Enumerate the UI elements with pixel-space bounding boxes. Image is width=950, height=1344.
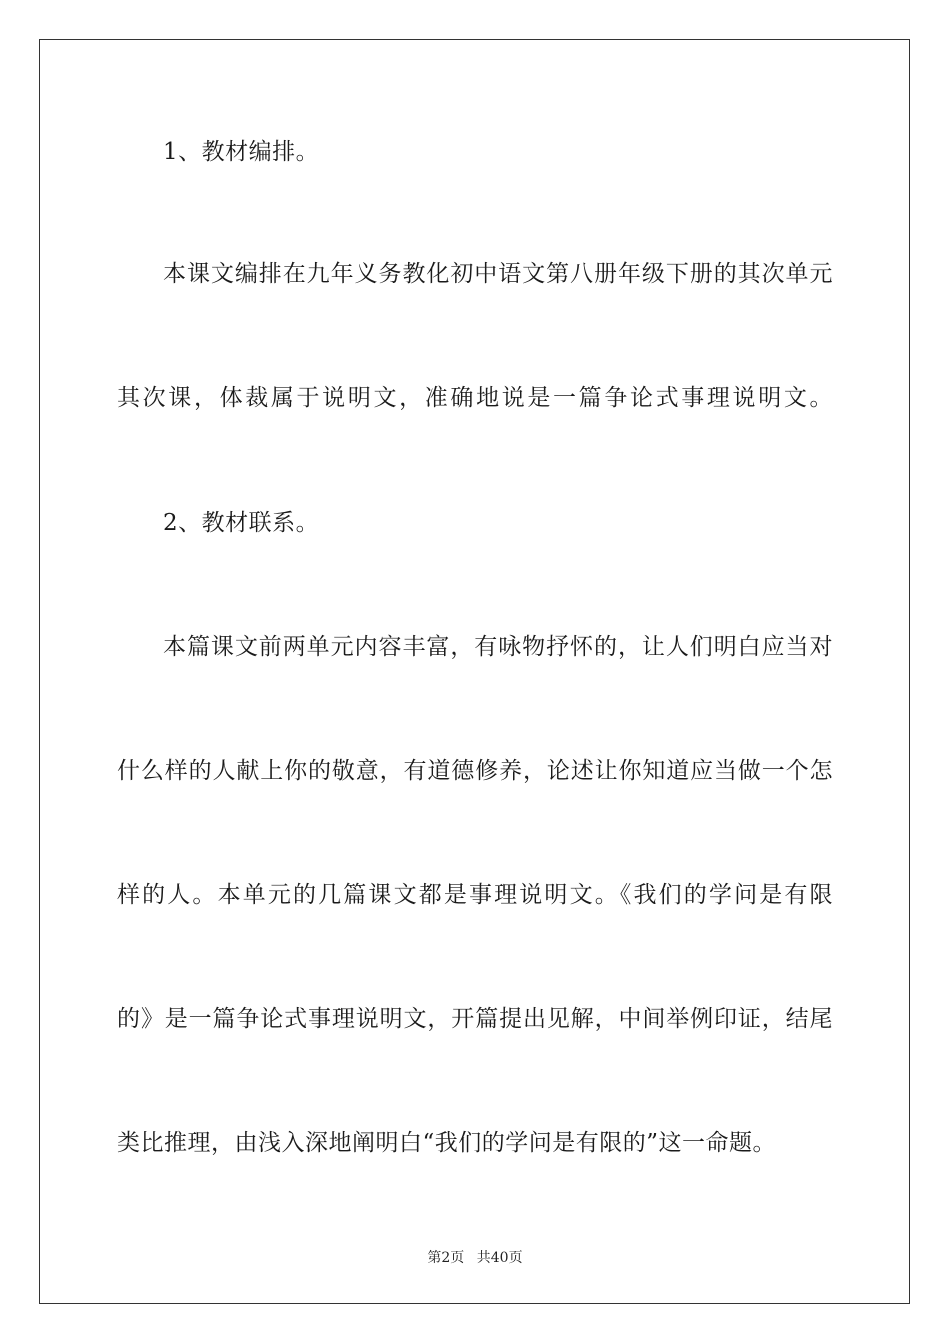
page-number: 第2页 (427, 1250, 465, 1266)
section-heading-2: 2、教材联系。 (163, 510, 320, 536)
page-footer (0, 1247, 950, 1267)
section-heading-1: 1、教材编排。 (163, 139, 320, 165)
page-border (39, 39, 910, 1304)
paragraph-line: 本课文编排在九年义务教化初中语文第八册年级下册的其次单元 (163, 261, 833, 287)
paragraph-line: 的》是一篇争论式事理说明文，开篇提出见解，中间举例印证，结尾 (117, 1006, 833, 1032)
paragraph-line: 其次课，体裁属于说明文，准确地说是一篇争论式事理说明文。 (117, 385, 833, 411)
total-pages: 共40页 (476, 1250, 523, 1266)
paragraph-line: 什么样的人献上你的敬意，有道德修养，论述让你知道应当做一个怎 (117, 758, 833, 784)
paragraph-line: 样的人。本单元的几篇课文都是事理说明文。《我们的学问是有限 (117, 882, 833, 908)
paragraph-line: 本篇课文前两单元内容丰富，有咏物抒怀的，让人们明白应当对 (163, 634, 833, 660)
paragraph-line: 类比推理，由浅入深地阐明白“我们的学问是有限的”这一命题。 (117, 1130, 777, 1156)
